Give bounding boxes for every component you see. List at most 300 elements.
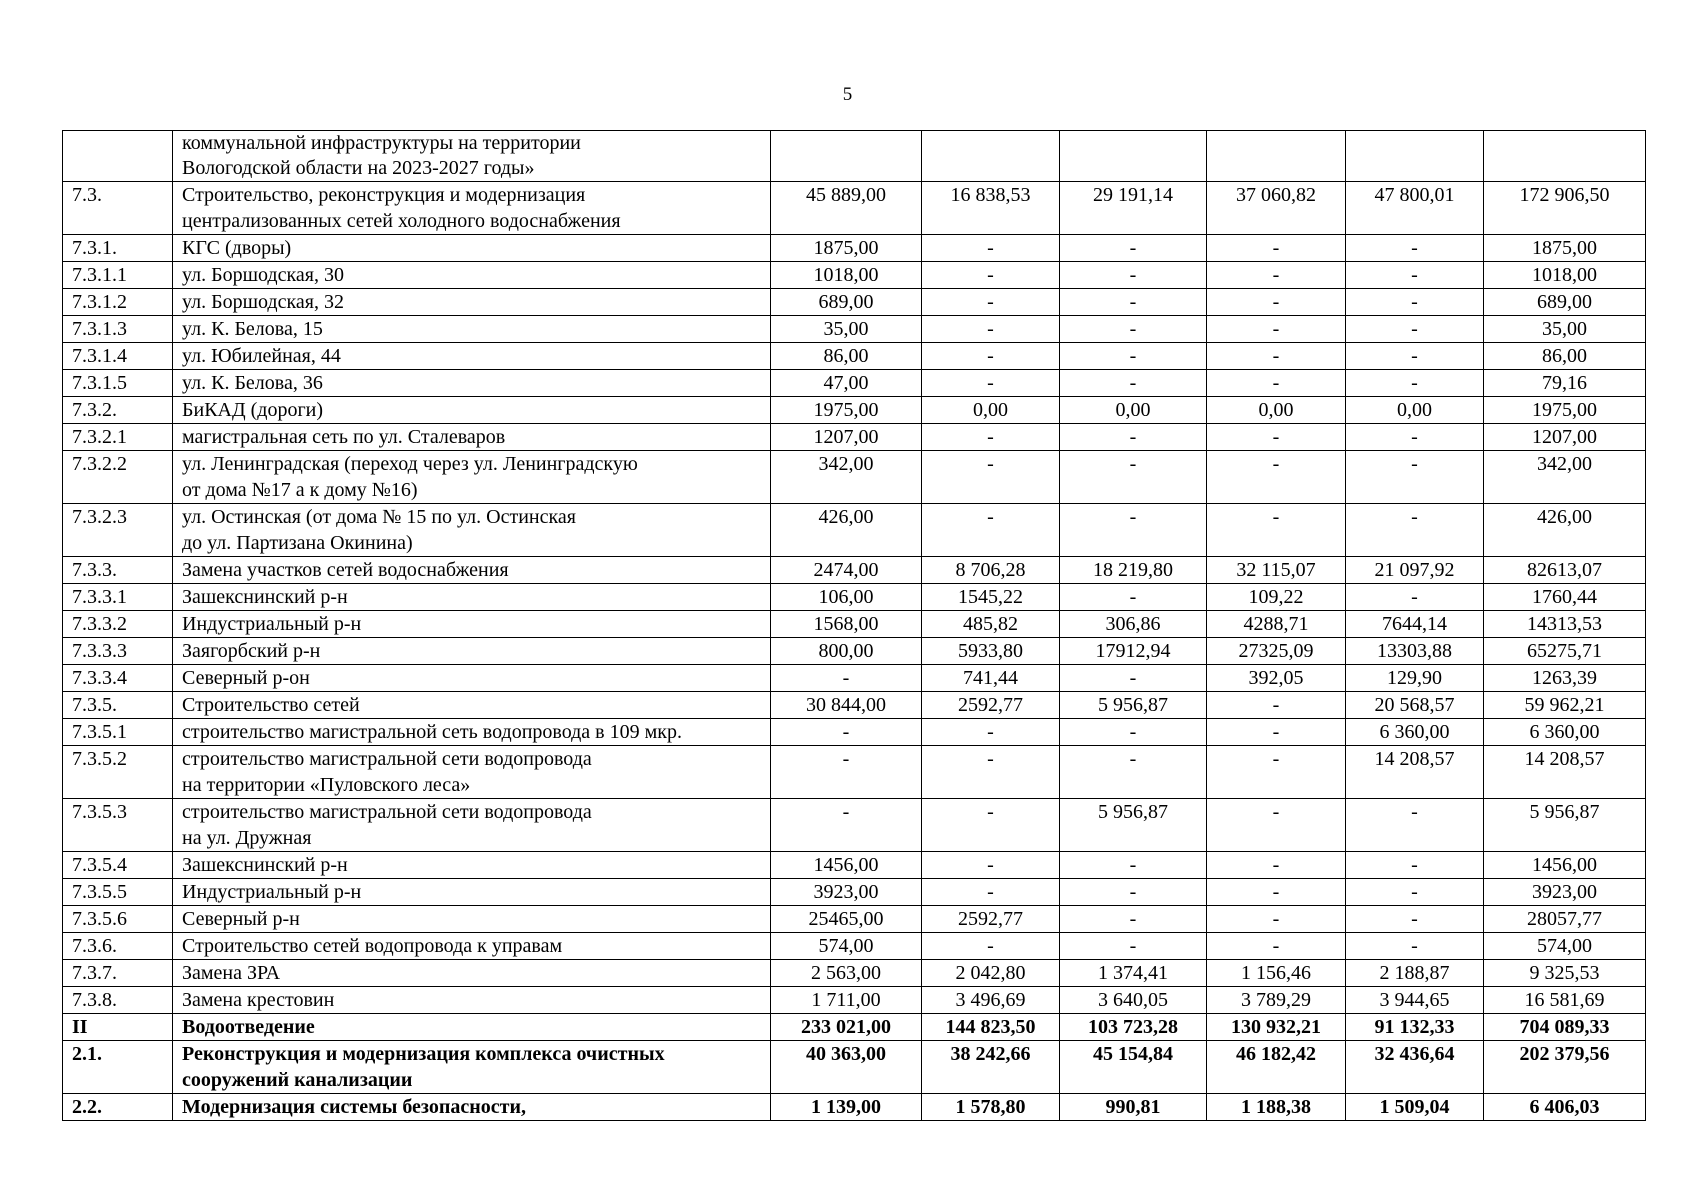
row-code: 7.3.1.2 — [63, 289, 173, 316]
row-value: 86,00 — [1484, 343, 1646, 370]
row-name-line: Замена ЗРА — [182, 962, 281, 984]
row-value: 45 889,00 — [771, 182, 922, 235]
row-code: 7.3.3.3 — [63, 638, 173, 665]
row-code: 7.3.3.4 — [63, 665, 173, 692]
row-value: 1 188,38 — [1207, 1094, 1346, 1121]
row-value: 91 132,33 — [1346, 1014, 1484, 1041]
table-row — [63, 1041, 1646, 1094]
row-value: 59 962,21 — [1484, 692, 1646, 719]
row-value: - — [922, 235, 1060, 262]
row-name — [173, 638, 771, 665]
row-name-line: Строительство сетей — [182, 694, 360, 716]
table-row — [63, 692, 1646, 719]
row-name — [173, 557, 771, 584]
row-value: - — [922, 799, 1060, 852]
row-name — [173, 289, 771, 316]
row-value: - — [1346, 584, 1484, 611]
row-value: - — [922, 262, 1060, 289]
row-code: 7.3.5.2 — [63, 746, 173, 799]
row-name-line: Индустриальный р-н — [182, 613, 362, 635]
row-name-line: Строительство, реконструкция и модернизация — [182, 184, 586, 206]
row-value: - — [1207, 235, 1346, 262]
row-value: 129,90 — [1346, 665, 1484, 692]
row-value: - — [1346, 451, 1484, 504]
row-value: - — [1060, 746, 1207, 799]
row-code: 7.3.1.1 — [63, 262, 173, 289]
row-value: 16 838,53 — [922, 182, 1060, 235]
row-value: - — [1207, 933, 1346, 960]
table-row — [63, 960, 1646, 987]
row-code: 7.3. — [63, 182, 173, 235]
row-value: 485,82 — [922, 611, 1060, 638]
row-value: - — [922, 451, 1060, 504]
row-value: - — [922, 504, 1060, 557]
row-value: 574,00 — [1484, 933, 1646, 960]
table-row — [63, 584, 1646, 611]
row-value: 103 723,28 — [1060, 1014, 1207, 1041]
row-name-line: Модернизация системы безопасности, — [182, 1096, 527, 1118]
table-row — [63, 504, 1646, 557]
row-value: 426,00 — [771, 504, 922, 557]
row-value: 0,00 — [1060, 397, 1207, 424]
row-name-line: Реконструкция и модернизация комплекса очистных — [182, 1043, 665, 1065]
row-value — [1060, 131, 1207, 182]
row-value: - — [1346, 289, 1484, 316]
row-value: 28057,77 — [1484, 906, 1646, 933]
row-code: 7.3.2.1 — [63, 424, 173, 451]
row-value: 82613,07 — [1484, 557, 1646, 584]
row-value: - — [922, 370, 1060, 397]
row-value: 990,81 — [1060, 1094, 1207, 1121]
row-value: - — [1346, 424, 1484, 451]
row-value: - — [1346, 316, 1484, 343]
row-value: 1207,00 — [1484, 424, 1646, 451]
row-value: - — [1346, 370, 1484, 397]
row-value: 1975,00 — [771, 397, 922, 424]
row-name-line: ул. К. Белова, 15 — [182, 318, 323, 340]
row-name — [173, 611, 771, 638]
row-name — [173, 1041, 771, 1094]
row-name — [173, 397, 771, 424]
row-name-line: от дома №17 а к дому №16) — [182, 479, 418, 501]
row-value: 5 956,87 — [1060, 692, 1207, 719]
row-value: 3 944,65 — [1346, 987, 1484, 1014]
row-value: 1018,00 — [771, 262, 922, 289]
row-name — [173, 960, 771, 987]
row-name-line: Северный р-н — [182, 908, 300, 930]
row-value: 1875,00 — [771, 235, 922, 262]
row-value: 574,00 — [771, 933, 922, 960]
row-value: - — [1207, 316, 1346, 343]
row-value: - — [1207, 504, 1346, 557]
row-code: 7.3.8. — [63, 987, 173, 1014]
row-value: - — [922, 424, 1060, 451]
row-name-line: ул. Остинская (от дома № 15 по ул. Остинская — [182, 506, 576, 528]
row-value: 1545,22 — [922, 584, 1060, 611]
row-name-line: строительство магистральной сети водопровода — [182, 748, 592, 770]
row-value: 40 363,00 — [771, 1041, 922, 1094]
row-value: 3923,00 — [771, 879, 922, 906]
row-value: 9 325,53 — [1484, 960, 1646, 987]
row-value: - — [1346, 262, 1484, 289]
row-value: 342,00 — [771, 451, 922, 504]
row-name — [173, 131, 771, 182]
row-code: 2.1. — [63, 1041, 173, 1094]
row-value: - — [1060, 584, 1207, 611]
row-value: - — [1346, 906, 1484, 933]
table-row — [63, 131, 1646, 182]
row-value: 1 578,80 — [922, 1094, 1060, 1121]
row-value: 45 154,84 — [1060, 1041, 1207, 1094]
row-name — [173, 692, 771, 719]
row-value: 4288,71 — [1207, 611, 1346, 638]
row-code: 7.3.5.3 — [63, 799, 173, 852]
row-value: - — [1346, 933, 1484, 960]
row-name — [173, 235, 771, 262]
table-row — [63, 879, 1646, 906]
table-row — [63, 719, 1646, 746]
row-value — [1484, 131, 1646, 182]
row-name-line: строительство магистральной сети водопровода — [182, 801, 592, 823]
row-value: 14 208,57 — [1484, 746, 1646, 799]
row-value: - — [1346, 235, 1484, 262]
table-row — [63, 235, 1646, 262]
row-value: 13303,88 — [1346, 638, 1484, 665]
table-row — [63, 1014, 1646, 1041]
row-value: - — [1346, 852, 1484, 879]
row-name-line: централизованных сетей холодного водоснабжения — [182, 210, 621, 232]
row-name-line: Зашекснинский р-н — [182, 586, 348, 608]
row-name-line: Строительство сетей водопровода к управам — [182, 935, 563, 957]
budget-table — [62, 130, 1646, 1121]
row-code: 7.3.1.3 — [63, 316, 173, 343]
row-code: 7.3.5.4 — [63, 852, 173, 879]
row-value: - — [771, 665, 922, 692]
row-value: - — [1207, 799, 1346, 852]
row-name-line: Северный р-он — [182, 667, 310, 689]
row-value: - — [1207, 289, 1346, 316]
row-value — [771, 131, 922, 182]
row-value: - — [1060, 316, 1207, 343]
row-code: 7.3.3.1 — [63, 584, 173, 611]
table-row — [63, 665, 1646, 692]
row-value: - — [922, 289, 1060, 316]
row-value: - — [1346, 799, 1484, 852]
row-value: - — [771, 799, 922, 852]
row-code: 7.3.6. — [63, 933, 173, 960]
row-value: - — [1060, 451, 1207, 504]
row-value: 29 191,14 — [1060, 182, 1207, 235]
row-value: 2 042,80 — [922, 960, 1060, 987]
row-name — [173, 370, 771, 397]
row-name — [173, 799, 771, 852]
row-name-line: Вологодской области на 2023-2027 годы» — [182, 157, 535, 179]
row-value: - — [1207, 692, 1346, 719]
row-name — [173, 746, 771, 799]
row-value: - — [1060, 235, 1207, 262]
row-value: 3 496,69 — [922, 987, 1060, 1014]
row-value: - — [1207, 343, 1346, 370]
row-value: 109,22 — [1207, 584, 1346, 611]
row-value: - — [1060, 343, 1207, 370]
row-value: - — [922, 719, 1060, 746]
row-name — [173, 584, 771, 611]
row-value: 1760,44 — [1484, 584, 1646, 611]
row-code: 7.3.1. — [63, 235, 173, 262]
row-value: 3 789,29 — [1207, 987, 1346, 1014]
row-value: 35,00 — [771, 316, 922, 343]
row-value: 0,00 — [1346, 397, 1484, 424]
row-value: 342,00 — [1484, 451, 1646, 504]
row-value: 30 844,00 — [771, 692, 922, 719]
row-name-line: Замена крестовин — [182, 989, 335, 1011]
table-row — [63, 451, 1646, 504]
row-value: 1 139,00 — [771, 1094, 922, 1121]
row-name-line: Замена участков сетей водоснабжения — [182, 559, 509, 581]
row-value: - — [1207, 262, 1346, 289]
row-value: 1975,00 — [1484, 397, 1646, 424]
row-value: 7644,14 — [1346, 611, 1484, 638]
row-name-line: КГС (дворы) — [182, 237, 292, 259]
row-name-line: на ул. Дружная — [182, 827, 312, 849]
row-code: 7.3.5.5 — [63, 879, 173, 906]
row-value: 2592,77 — [922, 692, 1060, 719]
row-value: - — [1346, 343, 1484, 370]
row-code: 7.3.5.6 — [63, 906, 173, 933]
row-name-line: Водоотведение — [182, 1016, 315, 1038]
row-name-line: сооружений канализации — [182, 1069, 413, 1091]
row-value — [922, 131, 1060, 182]
row-code: II — [63, 1014, 173, 1041]
row-name-line: на территории «Пуловского леса» — [182, 774, 471, 796]
row-code: 7.3.3.2 — [63, 611, 173, 638]
row-value: - — [1060, 719, 1207, 746]
table-row — [63, 557, 1646, 584]
table-row — [63, 343, 1646, 370]
row-value: - — [1207, 451, 1346, 504]
row-value: - — [1207, 879, 1346, 906]
row-value: 1018,00 — [1484, 262, 1646, 289]
row-name — [173, 262, 771, 289]
row-name — [173, 933, 771, 960]
row-value: 46 182,42 — [1207, 1041, 1346, 1094]
row-name-line: строительство магистральной сеть водопровода в 109 мкр. — [182, 721, 682, 743]
row-code: 7.3.7. — [63, 960, 173, 987]
table-row — [63, 611, 1646, 638]
row-value: 1456,00 — [1484, 852, 1646, 879]
row-value: 1875,00 — [1484, 235, 1646, 262]
row-value: 5 956,87 — [1060, 799, 1207, 852]
row-value: - — [1207, 746, 1346, 799]
row-value: - — [1060, 370, 1207, 397]
row-code: 7.3.5. — [63, 692, 173, 719]
row-value — [1207, 131, 1346, 182]
row-value: - — [922, 343, 1060, 370]
table-row — [63, 638, 1646, 665]
row-value: 1 711,00 — [771, 987, 922, 1014]
table-row — [63, 289, 1646, 316]
row-name-line: Зашекснинский р-н — [182, 854, 348, 876]
row-name-line: до ул. Партизана Окинина) — [182, 532, 413, 554]
row-value: 14313,53 — [1484, 611, 1646, 638]
row-code: 7.3.2.3 — [63, 504, 173, 557]
row-value: 3923,00 — [1484, 879, 1646, 906]
row-code — [63, 131, 173, 182]
row-name — [173, 906, 771, 933]
row-name-line: ул. К. Белова, 36 — [182, 372, 323, 394]
table-row — [63, 424, 1646, 451]
row-value: - — [922, 879, 1060, 906]
row-value: - — [1346, 879, 1484, 906]
row-value: 2 188,87 — [1346, 960, 1484, 987]
row-value: 689,00 — [1484, 289, 1646, 316]
row-value: 27325,09 — [1207, 638, 1346, 665]
table-row — [63, 987, 1646, 1014]
table-row — [63, 182, 1646, 235]
row-value: 1456,00 — [771, 852, 922, 879]
row-value: - — [1060, 906, 1207, 933]
row-value: - — [1346, 504, 1484, 557]
row-value: 202 379,56 — [1484, 1041, 1646, 1094]
row-value: - — [1060, 262, 1207, 289]
row-value: 17912,94 — [1060, 638, 1207, 665]
row-value: 689,00 — [771, 289, 922, 316]
row-value: 6 406,03 — [1484, 1094, 1646, 1121]
row-name-line: ул. Боршодская, 32 — [182, 291, 344, 313]
row-value: 14 208,57 — [1346, 746, 1484, 799]
row-code: 7.3.5.1 — [63, 719, 173, 746]
row-value: 1263,39 — [1484, 665, 1646, 692]
row-name — [173, 1014, 771, 1041]
row-code: 2.2. — [63, 1094, 173, 1121]
row-value: - — [1060, 852, 1207, 879]
row-value: - — [1060, 665, 1207, 692]
row-name-line: Индустриальный р-н — [182, 881, 362, 903]
row-name — [173, 719, 771, 746]
row-name — [173, 343, 771, 370]
row-value: - — [922, 316, 1060, 343]
row-code: 7.3.1.4 — [63, 343, 173, 370]
row-name-line: магистральная сеть по ул. Сталеваров — [182, 426, 506, 448]
row-value: 6 360,00 — [1484, 719, 1646, 746]
row-name-line: Заягорбский р-н — [182, 640, 321, 662]
row-name — [173, 1094, 771, 1121]
row-value: 35,00 — [1484, 316, 1646, 343]
row-value: 47,00 — [771, 370, 922, 397]
row-name — [173, 879, 771, 906]
row-value: 47 800,01 — [1346, 182, 1484, 235]
row-name — [173, 316, 771, 343]
row-name — [173, 182, 771, 235]
row-value: 130 932,21 — [1207, 1014, 1346, 1041]
row-value: 2592,77 — [922, 906, 1060, 933]
row-value: 2 563,00 — [771, 960, 922, 987]
row-value: 172 906,50 — [1484, 182, 1646, 235]
row-name — [173, 504, 771, 557]
row-value: - — [1060, 933, 1207, 960]
page-number: 5 — [842, 84, 853, 105]
row-value: 233 021,00 — [771, 1014, 922, 1041]
row-code: 7.3.2.2 — [63, 451, 173, 504]
row-value: 20 568,57 — [1346, 692, 1484, 719]
row-value: 25465,00 — [771, 906, 922, 933]
row-value: 0,00 — [922, 397, 1060, 424]
table-row — [63, 746, 1646, 799]
row-value: - — [922, 746, 1060, 799]
row-value: - — [1207, 370, 1346, 397]
row-value: 0,00 — [1207, 397, 1346, 424]
table-row — [63, 933, 1646, 960]
row-value: 38 242,66 — [922, 1041, 1060, 1094]
row-value: 21 097,92 — [1346, 557, 1484, 584]
row-value: 37 060,82 — [1207, 182, 1346, 235]
row-value: - — [1207, 424, 1346, 451]
row-value: 106,00 — [771, 584, 922, 611]
table-row — [63, 906, 1646, 933]
row-value: - — [771, 719, 922, 746]
row-value: 1 509,04 — [1346, 1094, 1484, 1121]
row-value: 392,05 — [1207, 665, 1346, 692]
row-value: 800,00 — [771, 638, 922, 665]
row-value — [1346, 131, 1484, 182]
row-value: - — [1207, 852, 1346, 879]
row-value: 1 156,46 — [1207, 960, 1346, 987]
row-value: 5933,80 — [922, 638, 1060, 665]
row-name-line: БиКАД (дороги) — [182, 399, 324, 421]
row-value: 741,44 — [922, 665, 1060, 692]
row-value: 6 360,00 — [1346, 719, 1484, 746]
row-value: - — [771, 746, 922, 799]
row-value: 1 374,41 — [1060, 960, 1207, 987]
row-value: - — [1060, 879, 1207, 906]
row-name-line: коммунальной инфраструктуры на территории — [182, 132, 581, 154]
row-value: 5 956,87 — [1484, 799, 1646, 852]
row-code: 7.3.3. — [63, 557, 173, 584]
table-row — [63, 316, 1646, 343]
row-value: - — [1207, 906, 1346, 933]
row-name-line: ул. Боршодская, 30 — [182, 264, 344, 286]
row-value: 1207,00 — [771, 424, 922, 451]
row-value: - — [922, 933, 1060, 960]
row-name — [173, 451, 771, 504]
row-code: 7.3.1.5 — [63, 370, 173, 397]
row-value: 3 640,05 — [1060, 987, 1207, 1014]
row-name — [173, 987, 771, 1014]
row-name — [173, 852, 771, 879]
row-value: - — [1060, 424, 1207, 451]
row-value: 306,86 — [1060, 611, 1207, 638]
row-name-line: ул. Ленинградская (переход через ул. Ленинградскую — [182, 453, 638, 475]
row-value: - — [1207, 719, 1346, 746]
row-value: 144 823,50 — [922, 1014, 1060, 1041]
row-value: 16 581,69 — [1484, 987, 1646, 1014]
row-name-line: ул. Юбилейная, 44 — [182, 345, 341, 367]
row-value: 2474,00 — [771, 557, 922, 584]
table-row — [63, 262, 1646, 289]
row-value: 86,00 — [771, 343, 922, 370]
row-name — [173, 424, 771, 451]
row-value: 65275,71 — [1484, 638, 1646, 665]
table-row — [63, 397, 1646, 424]
row-value: - — [1060, 289, 1207, 316]
row-value: 704 089,33 — [1484, 1014, 1646, 1041]
row-value: 32 436,64 — [1346, 1041, 1484, 1094]
row-value: 32 115,07 — [1207, 557, 1346, 584]
row-value: - — [1060, 504, 1207, 557]
row-value: 79,16 — [1484, 370, 1646, 397]
row-value: 18 219,80 — [1060, 557, 1207, 584]
row-value: 426,00 — [1484, 504, 1646, 557]
